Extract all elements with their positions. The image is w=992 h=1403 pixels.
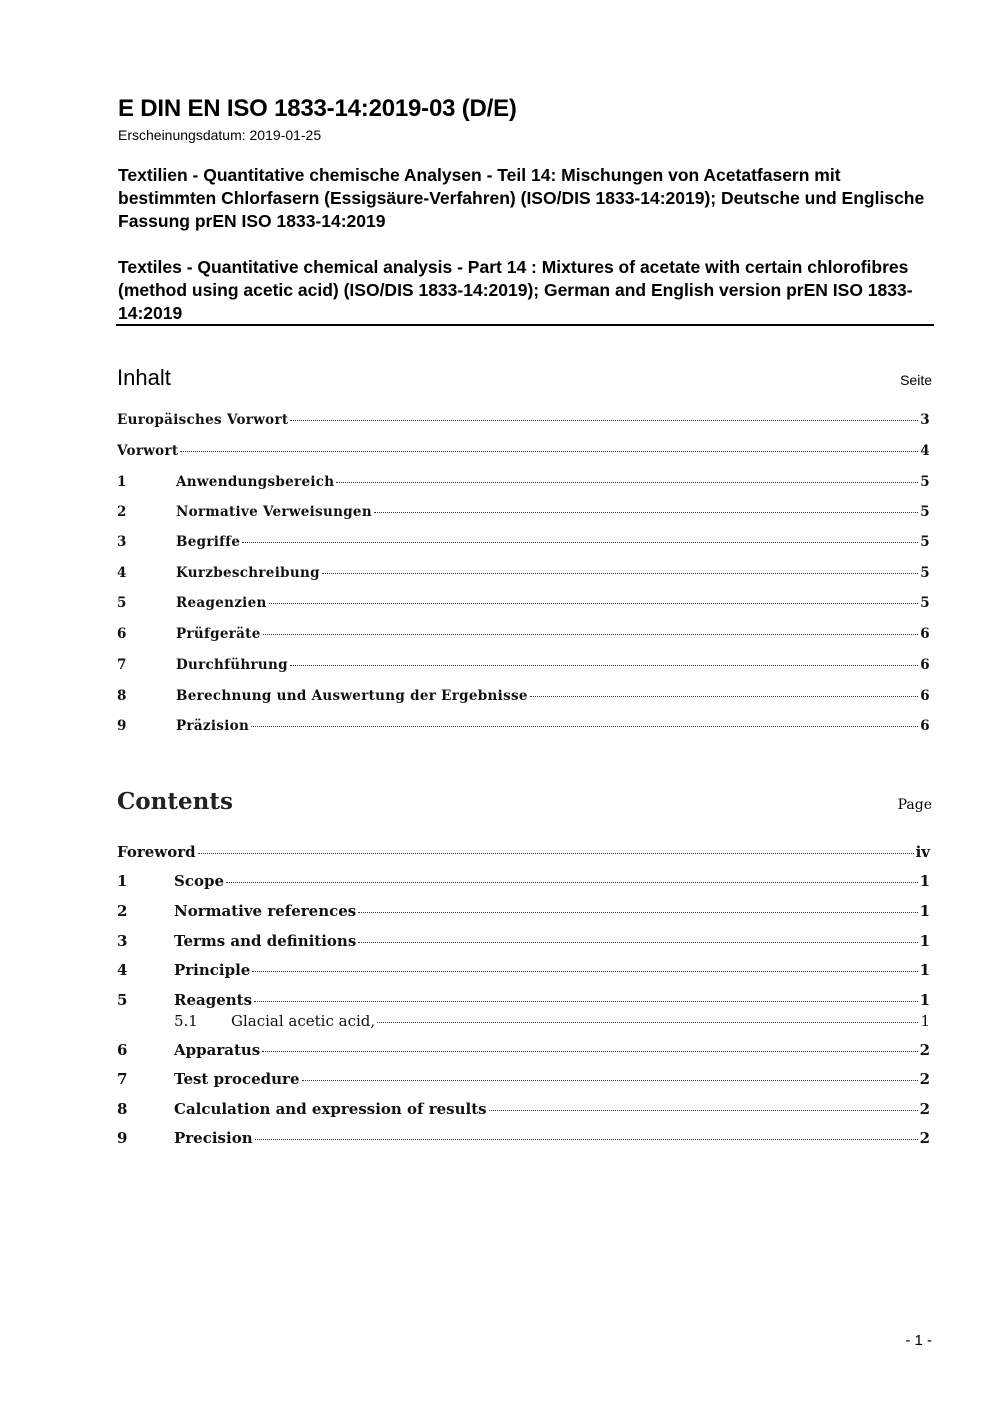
dot-leader — [180, 451, 918, 452]
toc-en-heading: Contents — [117, 788, 233, 815]
toc-en-header — [117, 788, 932, 815]
toc-entry-page: 1 — [919, 902, 930, 920]
toc-entry-number: 4 — [117, 565, 127, 581]
dot-leader — [269, 603, 919, 604]
toc-entry-page: 5 — [920, 565, 930, 581]
toc-de-entry[interactable] — [117, 718, 930, 738]
toc-entry-number: 4 — [117, 961, 128, 979]
toc-entry-number: 7 — [117, 657, 127, 673]
dot-leader — [290, 665, 918, 666]
toc-entry-number: 5 — [117, 595, 127, 611]
toc-en-entry[interactable] — [117, 1070, 930, 1090]
toc-entry-label: Berechnung und Auswertung der Ergebnisse — [176, 688, 528, 704]
toc-entry-number: 9 — [117, 718, 127, 734]
toc-en-page-label: Page — [897, 797, 932, 813]
toc-entry-page: 6 — [920, 657, 930, 673]
toc-entry-label: Vorwort — [117, 443, 179, 459]
toc-entry-label: Principle — [174, 961, 251, 979]
dot-leader — [302, 1080, 918, 1081]
toc-entry-label: Reagents — [174, 991, 253, 1009]
dot-leader — [358, 912, 917, 913]
toc-entry-page: 5 — [920, 534, 930, 550]
title-divider — [116, 324, 934, 326]
toc-entry-page: 2 — [919, 1041, 930, 1059]
toc-entry-page: 5 — [920, 504, 930, 520]
toc-entry-number: 5 — [117, 991, 128, 1009]
toc-de-entry[interactable] — [117, 657, 930, 677]
toc-en-entry[interactable] — [117, 1041, 930, 1061]
toc-entry-label: Terms and definitions — [174, 932, 357, 950]
toc-entry-page: 1 — [919, 961, 930, 979]
standard-id: E DIN EN ISO 1833-14:2019-03 (D/E) — [118, 95, 517, 122]
toc-entry-number: 1 — [117, 872, 128, 890]
toc-entry-label: Reagenzien — [176, 595, 267, 611]
toc-entry-label: Precision — [174, 1129, 253, 1147]
toc-entry-page: 2 — [919, 1070, 930, 1088]
issue-date: Erscheinungsdatum: 2019-01-25 — [118, 127, 322, 143]
toc-entry-number: 3 — [117, 534, 127, 550]
toc-en-entry[interactable] — [117, 961, 930, 981]
toc-de-entry[interactable] — [117, 412, 930, 432]
toc-entry-label: Normative references — [174, 902, 357, 920]
toc-entry-label: Glacial acetic acid, — [231, 1012, 376, 1030]
toc-de-entry[interactable] — [117, 688, 930, 708]
toc-en-entry[interactable] — [117, 991, 930, 1011]
toc-de-entry[interactable] — [117, 474, 930, 494]
toc-entry-page: 6 — [920, 688, 930, 704]
toc-de-entry[interactable] — [117, 626, 930, 646]
toc-entry-number: 8 — [117, 1100, 128, 1118]
toc-entry-label: Calculation and expression of results — [174, 1100, 487, 1118]
dot-leader — [530, 696, 919, 697]
toc-entry-number: 8 — [117, 688, 127, 704]
toc-entry-number: 7 — [117, 1070, 128, 1088]
toc-de-entry[interactable] — [117, 504, 930, 524]
dot-leader — [263, 634, 919, 635]
toc-entry-number: 9 — [117, 1129, 128, 1147]
toc-en-entry[interactable] — [117, 1100, 930, 1120]
page-number: - 1 - — [905, 1332, 932, 1349]
toc-entry-page: 1 — [919, 872, 930, 890]
toc-entry-label: Begriffe — [176, 534, 241, 550]
toc-de-page-label: Seite — [900, 372, 932, 388]
dot-leader — [255, 1139, 918, 1140]
toc-en-entry[interactable] — [117, 902, 930, 922]
toc-entry-label: Foreword — [117, 843, 196, 861]
toc-entry-label: Scope — [174, 872, 225, 890]
toc-entry-page: 3 — [920, 412, 930, 428]
toc-entry-page: 1 — [920, 1012, 930, 1030]
toc-entry-page: 5 — [920, 595, 930, 611]
dot-leader — [290, 420, 918, 421]
dot-leader — [251, 726, 918, 727]
toc-de-header — [117, 365, 932, 391]
dot-leader — [254, 1001, 918, 1002]
dot-leader — [226, 882, 918, 883]
dot-leader — [262, 1051, 917, 1052]
dot-leader — [377, 1022, 918, 1023]
dot-leader — [252, 971, 917, 972]
toc-entry-label: Europäisches Vorwort — [117, 412, 289, 428]
toc-entry-label: Präzision — [176, 718, 250, 734]
toc-entry-label: Apparatus — [174, 1041, 261, 1059]
toc-de-heading: Inhalt — [117, 365, 171, 390]
toc-en-subentry[interactable] — [117, 1012, 930, 1032]
toc-de-entry[interactable] — [117, 595, 930, 615]
dot-leader — [322, 573, 918, 574]
toc-entry-number: 2 — [117, 504, 127, 520]
toc-de-entry[interactable] — [117, 443, 930, 463]
toc-entry-label: Anwendungsbereich — [176, 474, 335, 490]
toc-entry-number: 3 — [117, 932, 128, 950]
toc-entry-page: 1 — [919, 991, 930, 1009]
title-english: Textiles - Quantitative chemical analysis - Part 14 : Mixtures of acetate with certain chlorofibres (method using acetic acid) (ISO/DIS 1833-14:2019); German and English version prEN ISO 1833-14:2019 — [118, 257, 913, 323]
toc-en-entry[interactable] — [117, 872, 930, 892]
toc-entry-number: 1 — [117, 474, 127, 490]
toc-entry-label: Prüfgeräte — [176, 626, 261, 642]
toc-de-entry[interactable] — [117, 534, 930, 554]
dot-leader — [242, 542, 918, 543]
toc-en-entry[interactable] — [117, 932, 930, 952]
toc-entry-page: 2 — [919, 1129, 930, 1147]
toc-entry-page: 6 — [920, 718, 930, 734]
toc-entry-label: Kurzbeschreibung — [176, 565, 320, 581]
toc-de-entry[interactable] — [117, 565, 930, 585]
toc-entry-page: 6 — [920, 626, 930, 642]
toc-entry-page: 2 — [919, 1100, 930, 1118]
toc-entry-page: 4 — [920, 443, 930, 459]
dot-leader — [358, 942, 917, 943]
toc-entry-page: 5 — [920, 474, 930, 490]
toc-entry-number: 5.1 — [174, 1012, 198, 1030]
toc-entry-label: Normative Verweisungen — [176, 504, 372, 520]
toc-en-entry[interactable] — [117, 1129, 930, 1149]
toc-entry-label: Durchführung — [176, 657, 288, 673]
dot-leader — [336, 482, 918, 483]
toc-entry-number: 2 — [117, 902, 128, 920]
dot-leader — [489, 1110, 918, 1111]
toc-entry-number: 6 — [117, 1041, 128, 1059]
toc-entry-page: iv — [915, 843, 930, 861]
toc-entry-label: Test procedure — [174, 1070, 300, 1088]
toc-entry-number: 6 — [117, 626, 127, 642]
toc-en-entry[interactable] — [117, 843, 930, 863]
dot-leader — [374, 512, 918, 513]
dot-leader — [198, 853, 914, 854]
toc-entry-page: 1 — [919, 932, 930, 950]
title-german: Textilien - Quantitative chemische Analysen - Teil 14: Mischungen von Acetatfasern mit bestimmten Chlorfasern (Essigsäure-Verfahren) (ISO/DIS 1833-14:2019); Deutsche und Englische Fassung prEN ISO 1833-14:2019 — [118, 165, 925, 231]
